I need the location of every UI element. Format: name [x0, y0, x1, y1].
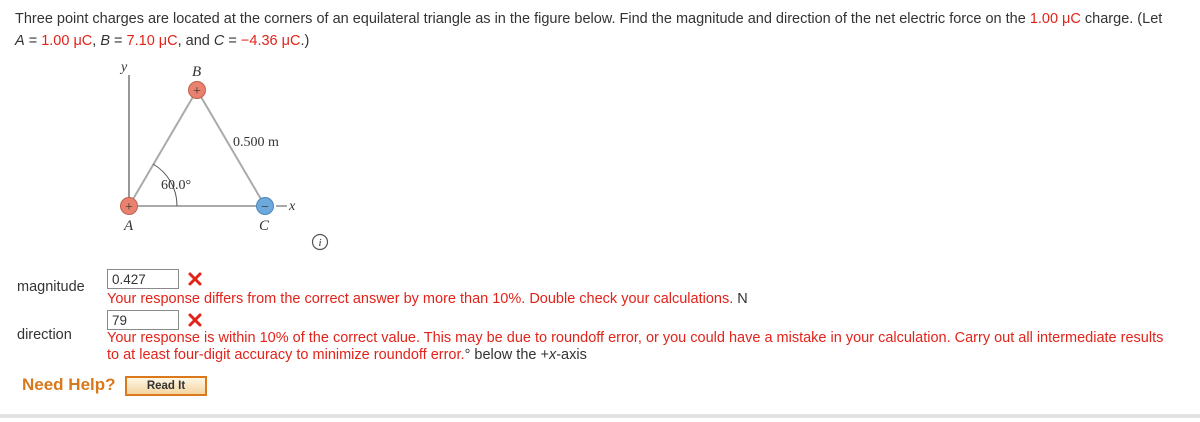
closing: .) [300, 33, 310, 49]
direction-unit-suffix: -axis [556, 347, 587, 363]
value-b: 7.10 μC [126, 33, 178, 49]
problem-text: Three point charges are located at the corners of an equilateral triangle as in the figure below. Find the magnitude and direction of the net electric force on the [15, 11, 1030, 27]
charge-a-label: A [124, 218, 134, 234]
equals: = [24, 33, 42, 49]
info-icon[interactable] [311, 233, 329, 251]
need-help-label: Need Help? [22, 375, 116, 394]
bottom-divider [0, 414, 1200, 418]
direction-feedback-line1: Your response is within 10% of the correct value. This may be due to roundoff error, or you could have a mistake in your calculation. Carry out all intermediate results [107, 330, 1164, 346]
direction-unit-prefix: ° below the + [464, 347, 549, 363]
direction-label: direction [17, 327, 72, 343]
angle-label: 60.0° [161, 178, 192, 193]
side-length-label: 0.500 m [233, 135, 279, 150]
triangle-figure [100, 58, 340, 258]
plus-sign: + [193, 84, 201, 99]
charge-a [121, 198, 138, 216]
minus-sign: − [261, 200, 269, 215]
equals: = [224, 33, 241, 49]
magnitude-unit: N [733, 291, 748, 307]
separator: , and [177, 33, 214, 49]
charge-b-label: B [192, 64, 202, 80]
problem-text-cont: charge. (Let [1080, 11, 1163, 27]
incorrect-x-icon [187, 271, 203, 287]
magnitude-label: magnitude [17, 279, 85, 295]
read-it-button[interactable]: Read It [125, 376, 207, 396]
direction-unit [465, 347, 587, 363]
direction-feedback [107, 330, 1197, 364]
svg-text:i: i [318, 237, 322, 249]
magnitude-input[interactable] [107, 269, 179, 289]
value-a: 1.00 μC [41, 33, 93, 49]
direction-input[interactable] [107, 310, 179, 330]
charge-c [257, 198, 274, 216]
plus-sign: + [125, 200, 133, 215]
direction-feedback-line2: to at least four-digit accuracy to minimize roundoff error. [107, 347, 465, 363]
problem-statement [15, 8, 1190, 52]
highlighted-charge: 1.00 μC [1029, 11, 1081, 27]
info-icon-svg [311, 233, 329, 251]
magnitude-feedback [107, 291, 748, 308]
charge-c-label: C [259, 218, 270, 234]
x-axis-label: x [289, 199, 296, 214]
var-b: B [100, 33, 111, 49]
var-c: C [213, 33, 225, 49]
figure-svg [100, 58, 340, 258]
y-axis-label: y [121, 60, 128, 75]
equals: = [110, 33, 127, 49]
incorrect-x-icon [187, 312, 203, 328]
charge-b [189, 82, 206, 100]
direction-unit-var: x [548, 347, 557, 363]
magnitude-feedback-text: Your response differs from the correct answer by more than 10%. Double check your calculations. [107, 291, 734, 307]
value-c: −4.36 μC [240, 33, 301, 49]
var-a: A [15, 33, 25, 49]
separator: , [92, 33, 101, 49]
